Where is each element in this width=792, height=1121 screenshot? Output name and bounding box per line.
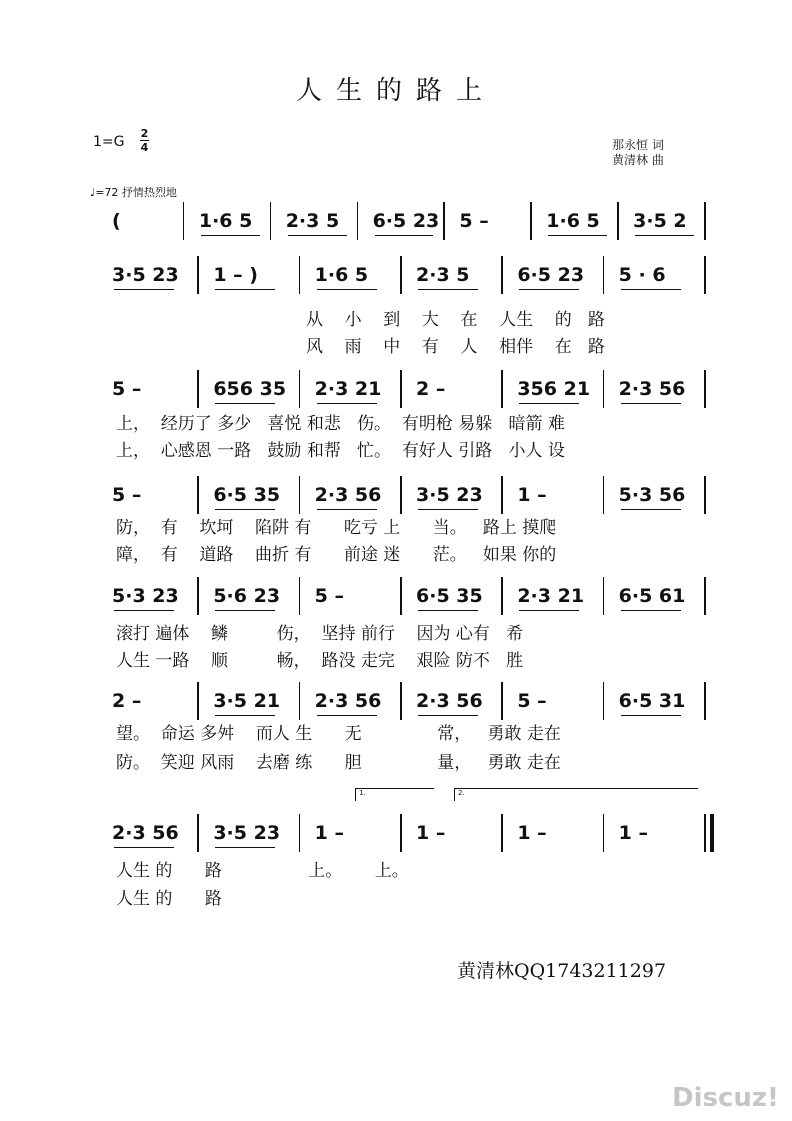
beam-line — [201, 235, 260, 236]
beam-line — [215, 610, 275, 611]
note-group: 2 – — [112, 690, 142, 712]
lyric-line: 从 小 到 大 在 人生 的 路 — [306, 310, 605, 330]
barline — [197, 814, 199, 852]
barline — [501, 682, 503, 720]
barline — [197, 682, 199, 720]
lyric-line: 滚打 遍体 鳞 伤， 坚持 前行 因为 心有 希 — [116, 624, 524, 644]
note-group: 6·5 35 — [416, 585, 483, 607]
beam-line — [215, 847, 275, 848]
final-barline — [710, 814, 714, 852]
note-group: 5 · 6 — [618, 264, 666, 286]
barline — [704, 814, 706, 852]
barline — [299, 476, 301, 514]
beam-line — [621, 403, 681, 404]
barline — [270, 202, 272, 240]
note-group: 5·3 23 — [112, 585, 179, 607]
note-group: 356 21 — [517, 378, 591, 400]
barline — [501, 814, 503, 852]
barline — [704, 682, 706, 720]
barline — [299, 256, 301, 294]
barline — [443, 202, 445, 240]
barline — [603, 476, 605, 514]
barline — [400, 814, 402, 852]
beam-line — [215, 715, 275, 716]
beam-line — [114, 847, 174, 848]
beam-line — [519, 289, 579, 290]
lyric-line: 障， 有 道路 曲折 有 前途 迷 茫。 如果 你的 — [116, 545, 557, 565]
note-group: 1 – — [517, 822, 547, 844]
beam-line — [548, 235, 607, 236]
beam-line — [114, 610, 174, 611]
note-group: 5 – — [112, 484, 142, 506]
lyric-line: 望。 命运 多舛 而人 生 无 常， 勇敢 走在 — [116, 724, 561, 744]
note-group: 1·6 5 — [314, 264, 369, 286]
note-group: 1 – ) — [213, 264, 258, 286]
barline — [357, 202, 359, 240]
note-group: 1·6 5 — [546, 210, 600, 232]
time-signature — [140, 128, 149, 153]
beam-line — [114, 289, 174, 290]
note-group: 5 – — [517, 690, 547, 712]
barline — [603, 577, 605, 615]
note-group: 1 – — [517, 484, 547, 506]
barline — [501, 476, 503, 514]
note-group: 6·5 31 — [618, 690, 686, 712]
lyric-line: 人生 一路 顺 畅， 路没 走完 艰险 防不 胜 — [116, 651, 524, 671]
barline — [400, 476, 402, 514]
note-group: 2·3 5 — [285, 210, 340, 232]
beam-line — [215, 509, 275, 510]
note-group: 2·3 5 — [416, 264, 470, 286]
lyricist: 那永恒 词 — [612, 138, 664, 152]
note-group: 2·3 21 — [314, 378, 382, 400]
lyric-line: 防， 有 坎坷 陷阱 有 吃亏 上 当。 路上 摸爬 — [116, 518, 557, 538]
lyric-line: 防。 笑迎 风雨 去磨 练 胆 量， 勇敢 走在 — [116, 753, 561, 773]
beam-line — [317, 289, 377, 290]
lyric-line: 人生 的 路 — [116, 889, 222, 909]
barline — [530, 202, 532, 240]
note-group: ( — [112, 210, 121, 232]
note-group: 6·5 61 — [618, 585, 686, 607]
barline — [704, 476, 706, 514]
barline — [400, 682, 402, 720]
beam-line — [215, 289, 275, 290]
note-group: 6·5 23 — [517, 264, 585, 286]
barline — [704, 202, 706, 240]
barline — [501, 256, 503, 294]
barline — [617, 202, 619, 240]
note-group: 2·3 56 — [314, 484, 382, 506]
note-group: 5 – — [112, 378, 142, 400]
beam-line — [418, 610, 478, 611]
barline — [197, 577, 199, 615]
note-group: 1·6 5 — [198, 210, 253, 232]
beam-line — [215, 403, 275, 404]
note-group: 6·5 35 — [213, 484, 281, 506]
beam-line — [519, 610, 579, 611]
barline — [704, 370, 706, 408]
note-group: 5 – — [314, 585, 344, 607]
barline — [197, 476, 199, 514]
beam-line — [621, 715, 681, 716]
volta-bracket: 1. — [355, 788, 434, 801]
note-group: 656 35 — [213, 378, 287, 400]
beam-line — [621, 509, 681, 510]
lyric-line: 人生 的 路 上。 上。 — [116, 861, 409, 881]
barline — [704, 577, 706, 615]
barline — [197, 370, 199, 408]
credits — [612, 138, 664, 168]
note-group: 3·5 23 — [213, 822, 281, 844]
beam-line — [317, 509, 377, 510]
note-group: 2·3 56 — [314, 690, 382, 712]
time-bottom: 4 — [140, 141, 149, 154]
tempo-marking: ♩=72 抒情热烈地 — [90, 186, 177, 199]
beam-line — [317, 403, 377, 404]
lyric-line: 上， 经历了 多少 喜悦 和悲 伤。 有明枪 易躲 暗箭 难 — [116, 414, 565, 434]
note-group: 3·5 2 — [633, 210, 687, 232]
song-title: 人生的路上 — [295, 76, 496, 106]
beam-line — [375, 235, 434, 236]
note-group: 2·3 56 — [112, 822, 179, 844]
note-group: 6·5 23 — [372, 210, 440, 232]
note-group: 1 – — [416, 822, 446, 844]
signature: 黄清林QQ1743211297 — [457, 960, 667, 982]
note-group: 5·3 56 — [618, 484, 686, 506]
note-group: 2·3 56 — [618, 378, 686, 400]
barline — [603, 814, 605, 852]
note-group: 2·3 21 — [517, 585, 585, 607]
barline — [299, 577, 301, 615]
barline — [501, 370, 503, 408]
barline — [501, 577, 503, 615]
beam-line — [635, 235, 694, 236]
barline — [400, 256, 402, 294]
lyric-line: 上， 心感恩 一路 鼓励 和帮 忙。 有好人 引路 小人 设 — [116, 441, 565, 461]
beam-line — [317, 715, 377, 716]
beam-line — [621, 610, 681, 611]
time-top: 2 — [140, 127, 149, 140]
barline — [299, 814, 301, 852]
note-group: 3·5 23 — [112, 264, 179, 286]
note-group: 2·3 56 — [416, 690, 483, 712]
key-signature: 1=G — [93, 134, 125, 150]
beam-line — [519, 403, 579, 404]
barline — [704, 256, 706, 294]
note-group: 1 – — [618, 822, 648, 844]
barline — [400, 370, 402, 408]
barline — [603, 256, 605, 294]
beam-line — [621, 289, 681, 290]
note-group: 2 – — [416, 378, 446, 400]
note-group: 1 – — [314, 822, 344, 844]
volta-bracket: 2. — [454, 788, 698, 801]
beam-line — [418, 715, 478, 716]
barline — [400, 577, 402, 615]
beam-line — [288, 235, 347, 236]
beam-line — [418, 289, 478, 290]
note-group: 3·5 23 — [416, 484, 483, 506]
barline — [603, 682, 605, 720]
barline — [299, 682, 301, 720]
note-group: 5 – — [459, 210, 489, 232]
barline — [299, 370, 301, 408]
note-group: 3·5 21 — [213, 690, 281, 712]
composer: 黄清林 曲 — [612, 153, 664, 167]
beam-line — [418, 509, 478, 510]
barline — [183, 202, 185, 240]
watermark: Discuz! — [672, 1083, 779, 1113]
lyric-line: 风 雨 中 有 人 相伴 在 路 — [306, 337, 605, 357]
barline — [197, 256, 199, 294]
note-group: 5·6 23 — [213, 585, 281, 607]
barline — [603, 370, 605, 408]
